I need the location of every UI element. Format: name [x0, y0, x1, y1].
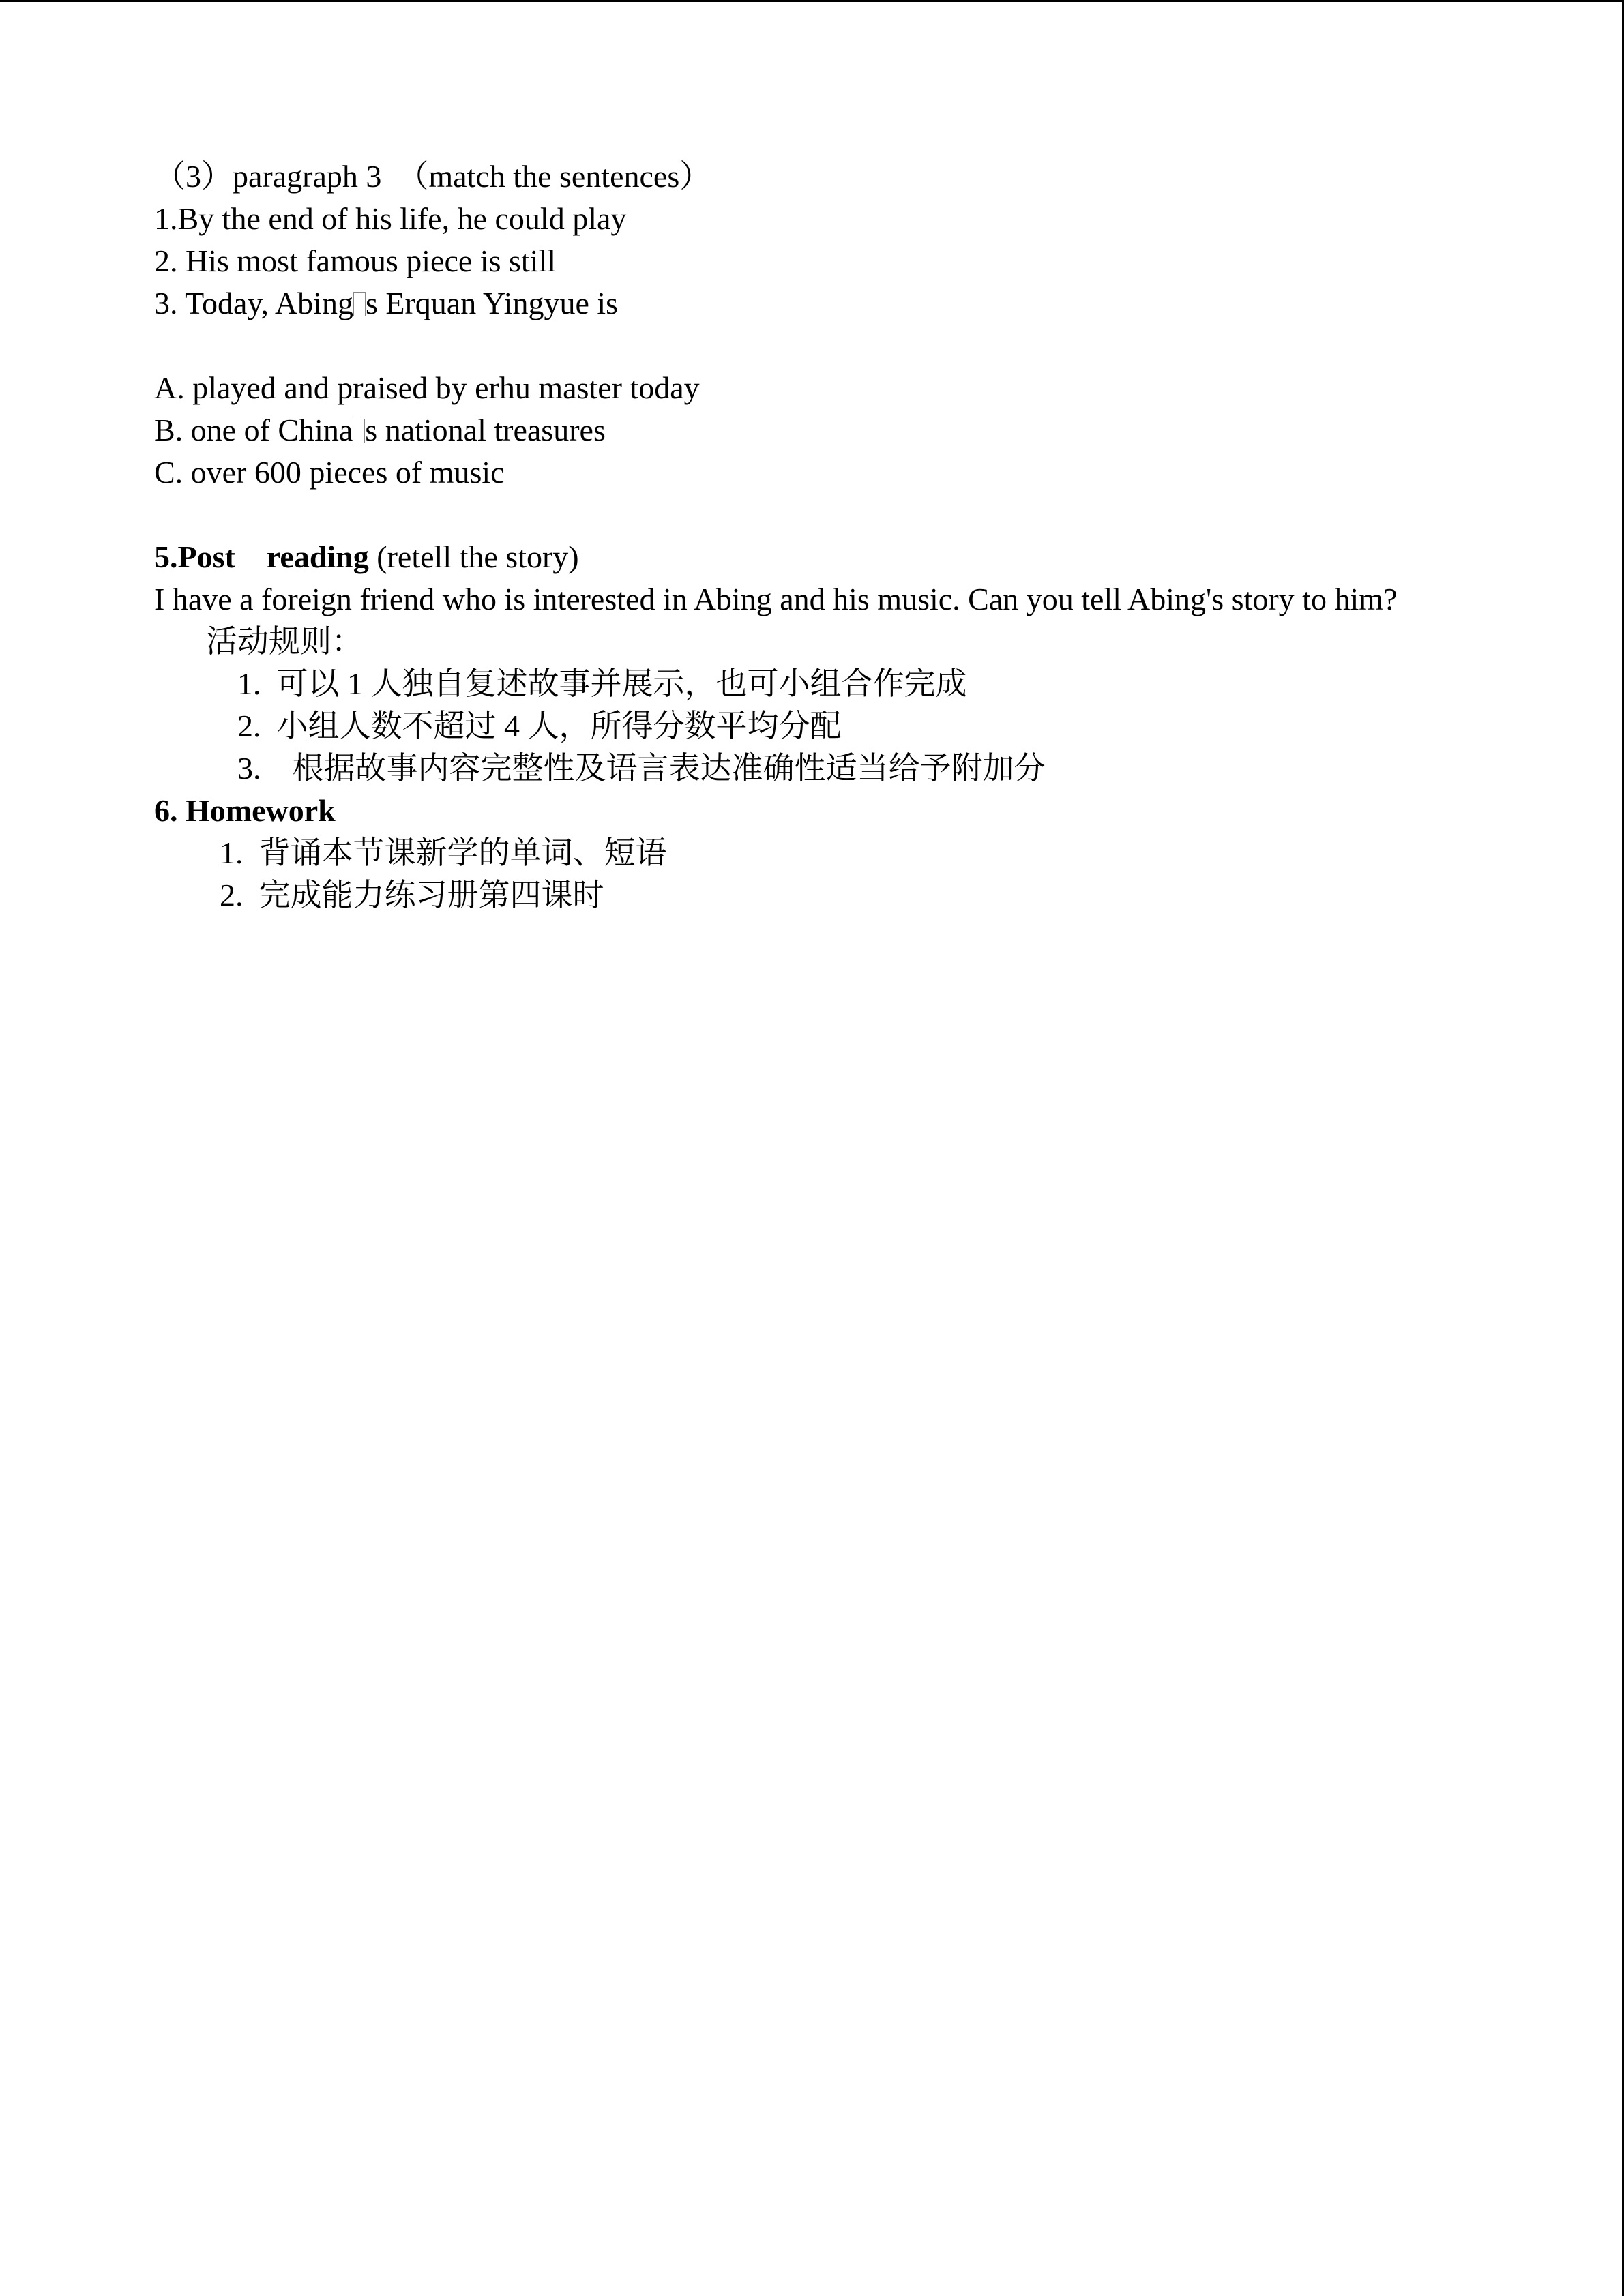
rule-3: 3. 根据故事内容完整性及语言表达准确性适当给予附加分: [237, 751, 1046, 786]
paragraph3-heading: （3）paragraph 3 （match the sentences）: [154, 159, 711, 194]
post-reading-prompt: I have a foreign friend who is interested in Abing and his music. Can you tell Abing's story to him?: [154, 582, 1398, 616]
post-reading-heading: [154, 536, 1573, 578]
option-c: C. over 600 pieces of music: [154, 455, 505, 490]
option-a: A. played and praised by erhu master today: [154, 370, 700, 405]
post-reading-title: 5.Post reading: [154, 539, 369, 574]
homework-item-1: 1. 背诵本节课新学的单词、短语: [220, 835, 667, 870]
sentence-3-part-1: 3. Today, Abing: [154, 286, 353, 320]
option-b-part-2: s national treasures: [365, 413, 606, 447]
post-reading-subtitle: (retell the story): [368, 539, 579, 574]
rule-2: 2. 小组人数不超过 4 人，所得分数平均分配: [237, 709, 842, 743]
rules-title: 活动规则：: [206, 624, 363, 659]
sentence-1: 1.By the end of his life, he could play: [154, 201, 627, 236]
spacer: [154, 494, 1573, 536]
rule-1: 1. 可以 1 人独自复述故事并展示，也可小组合作完成: [237, 666, 967, 701]
sentence-2: 2. His most famous piece is still: [154, 243, 557, 278]
homework-item-2: 2. 完成能力练习册第四课时: [220, 878, 604, 912]
missing-glyph-box: [353, 292, 366, 316]
spacer: [154, 325, 1573, 367]
sentence-3: [154, 282, 1573, 325]
page-border-top: [0, 0, 1624, 2]
homework-heading: 6. Homework: [154, 793, 336, 828]
missing-glyph-box: [353, 419, 365, 443]
option-b: [154, 409, 1573, 451]
sentence-3-part-2: s Erquan Yingyue is: [365, 286, 619, 320]
document-body: [154, 155, 1573, 916]
option-b-part-1: B. one of China: [154, 413, 353, 447]
